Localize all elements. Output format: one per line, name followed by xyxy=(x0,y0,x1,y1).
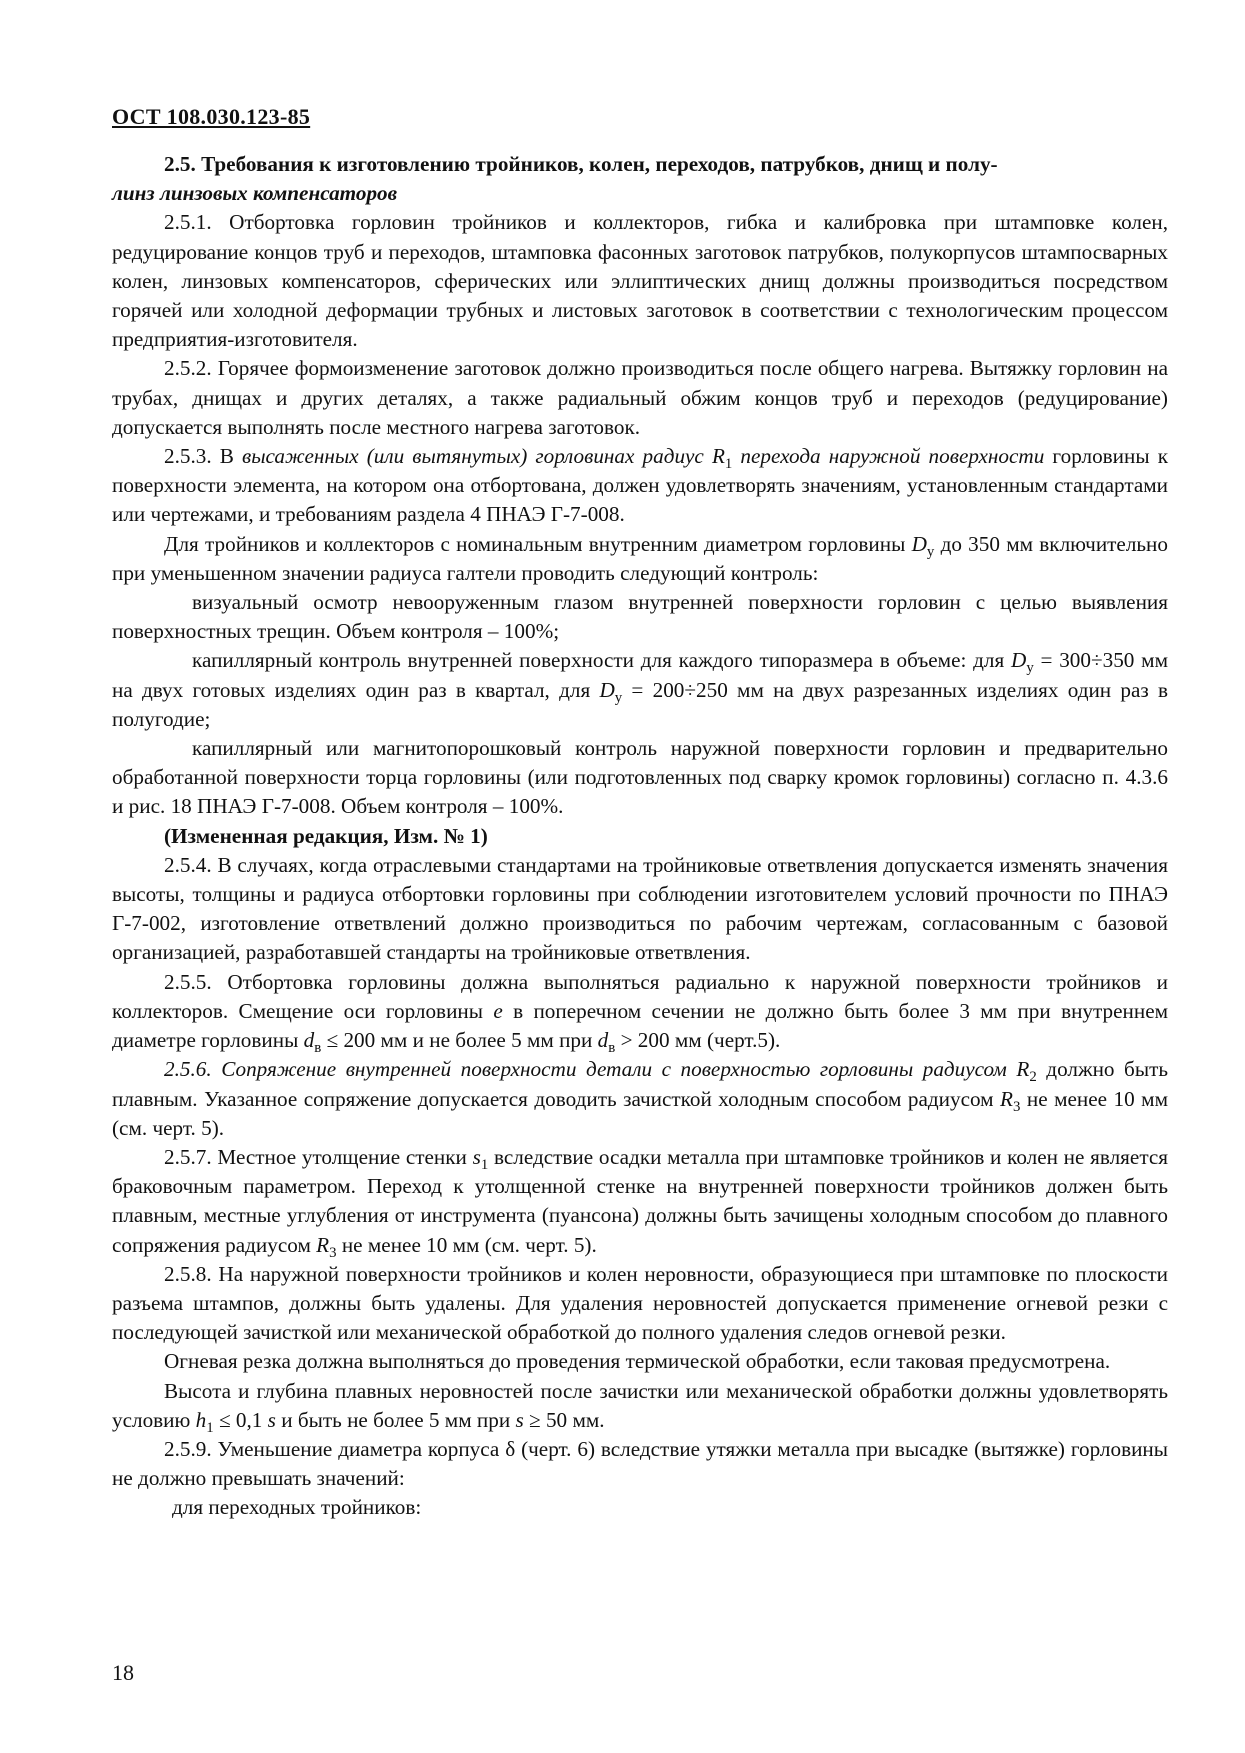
symbol-h1-subscript: 1 xyxy=(206,1419,214,1436)
paragraph-fire-cutting: Огневая резка должна выполняться до проведения термической обработки, если таковая предусмотрена. xyxy=(164,1349,1111,1374)
symbol-r3-subscript: 3 xyxy=(1013,1098,1021,1115)
symbol-dv-subscript: в xyxy=(608,1040,616,1057)
paragraph-capillary-control xyxy=(112,646,1168,734)
paragraph-magnetic-control: капиллярный или магнитопорошковый контроль наружной поверхности горловин и предварительно обработанной поверхности торца горловины (или подготовленных под сварку кромок горловины) согласно п. 4.3.6 и рис. 18 ПНАЭ Г-7-008. Объем контроля – 100%. xyxy=(112,736,1168,819)
paragraph-2-5-1: 2.5.1. Отбортовка горловин тройников и коллекторов, гибка и калибровка при штамповке колен, редуцирование концов труб и переходов, штамповка фасонных заготовок патрубков, полукорпусов штампосварных колен, линзовых компенсаторов, сферических или эллиптических днищ должны производиться посредством горячей или холодной деформации трубных и листовых заготовок в соответствии с технологическим процессом предприятия-изготовителя. xyxy=(112,210,1168,352)
text-span-italic: перехода наружной поверхности xyxy=(732,444,1045,469)
text-span: не менее 10 мм (см. черт. 5). xyxy=(336,1232,597,1257)
text-span: ≤ 0,1 xyxy=(213,1407,268,1432)
symbol-r1: R xyxy=(711,444,725,469)
symbol-r3-subscript: 3 xyxy=(329,1244,337,1261)
paragraph-2-5-8: 2.5.8. На наружной поверхности тройников и колен неровности, образующиеся при штамповке по плоскости разъема штампов, должны быть удалены. Для удаления неровностей допускается применение огневой резки с последующей зачисткой или механической обработкой до полного удаления следов огневой резки. xyxy=(112,1261,1168,1345)
section-title-bold: 2.5. Требования к изготовлению тройников, колен, переходов, патрубков, днищ и полу- xyxy=(164,152,998,176)
paragraph-visual-inspection: визуальный осмотр невооруженным глазом внутренней поверхности горловин с целью выявления поверхностных трещин. Объем контроля – 100%; xyxy=(112,590,1168,644)
text-span: ≤ 200 мм и не более 5 мм при xyxy=(321,1028,598,1053)
paragraph-2-5-7 xyxy=(112,1143,1168,1260)
document-code-header: ОСТ 108.030.123-85 xyxy=(112,104,311,129)
symbol-dv-subscript: в xyxy=(314,1040,322,1057)
text-span: > 200 мм (черт.5). xyxy=(615,1028,781,1053)
text-span-italic: 2.5.6. Сопряжение внутренней поверхности детали с поверхностью горловины радиусом xyxy=(164,1057,1017,1082)
symbol-dy-subscript: у xyxy=(926,543,935,560)
text-span: = 200÷250 мм на двух разрезанных изделиях один раз в полугодие; xyxy=(112,677,1169,731)
text-span: до 350 мм включительно при уменьшенном значении радиуса галтели проводить следующий контроль: xyxy=(112,531,1168,585)
symbol-r3: R xyxy=(316,1232,330,1257)
text-span: капиллярный контроль внутренней поверхности для каждого типоразмера в объеме: для xyxy=(192,648,1011,673)
symbol-dy: D xyxy=(911,531,927,556)
page-number: 18 xyxy=(112,1660,134,1685)
symbol-dv: d xyxy=(303,1028,315,1053)
symbol-s: s xyxy=(267,1407,276,1432)
text-span: Высота и глубина плавных неровностей после зачистки или механической обработки должны удовлетворять условию xyxy=(112,1378,1168,1432)
text-span-italic: высаженных (или вытянутых) горловинах радиус xyxy=(242,444,712,469)
symbol-dy: D xyxy=(1011,648,1027,673)
paragraph-dy-control xyxy=(112,530,1168,588)
paragraph-2-5-9: 2.5.9. Уменьшение диаметра корпуса δ (черт. 6) вследствие утяжки металла при высадке (вытяжке) горловины не должно превышать значений: xyxy=(112,1436,1168,1491)
text-span: 2.5.5. Отбортовка горловины должна выполняться радиально к наружной поверхности тройников и коллекторов. Смещение оси горловины xyxy=(112,969,1168,1023)
paragraph-2-5-6 xyxy=(112,1055,1168,1143)
symbol-dy: D xyxy=(599,677,615,702)
symbol-r2: R xyxy=(1016,1057,1030,1082)
paragraph-2-5-2: 2.5.2. Горячее формоизменение заготовок должно производиться после общего нагрева. Вытяжку горловин на трубах, днищах и других деталях, а также радиальный обжим концов труб и переходов (редуцирование) допускается выполнять после местного нагрева заготовок. xyxy=(112,356,1168,439)
section-title xyxy=(112,150,1168,208)
text-span: горловины к поверхности элемента, на котором она отбортована, должен удовлетворять значениям, установленным стандартами или чертежами, и требованиям раздела 4 ПНАЭ Г-7-008. xyxy=(112,444,1168,527)
paragraph-transition-tees: для переходных тройников: xyxy=(172,1495,422,1520)
revision-note: (Измененная редакция, Изм. № 1) xyxy=(164,823,488,848)
paragraph-2-5-4: 2.5.4. В случаях, когда отраслевыми стандартами на тройниковые ответвления допускается изменять значения высоты, толщины и радиуса отбортовки горловины при соблюдении изготовителем условий прочности по ПНАЭ Г-7-002, изготовление ответвлений должно производиться по рабочим чертежам, согласованным с базовой организацией, разработавшей стандарты на тройниковые ответвления. xyxy=(112,852,1168,965)
symbol-r2-subscript: 2 xyxy=(1029,1069,1037,1086)
symbol-r1-subscript: 1 xyxy=(724,456,733,473)
symbol-dy-subscript: у xyxy=(1026,660,1034,677)
paragraph-2-5-3 xyxy=(112,442,1168,530)
symbol-e: е xyxy=(493,998,503,1023)
text-span: ≥ 50 мм. xyxy=(523,1407,605,1432)
text-span: = 300÷350 мм на двух готовых изделиях один раз в квартал, для xyxy=(112,648,1168,702)
text-span: вследствие осадки металла при штамповке тройников и колен не является браковочным параметром. Переход к утолщенной стенке на внутренней поверхности тройников должен быть плавным, местные углубления от инструмента (пуансона) должны быть зачищены холодным способом до плавного сопряжения радиусом xyxy=(112,1144,1168,1257)
text-span: 2.5.3. В xyxy=(164,444,243,469)
text-span: в поперечном сечении не должно быть более 3 мм при внутреннем диаметре горловины xyxy=(112,998,1169,1053)
document-body xyxy=(112,150,1168,1523)
paragraph-2-5-5 xyxy=(112,968,1168,1056)
text-span: 2.5.7. Местное утолщение стенки xyxy=(164,1144,473,1169)
symbol-h1: h xyxy=(195,1407,207,1432)
symbol-r3: R xyxy=(1000,1086,1013,1111)
paragraph-irregularity-height xyxy=(112,1377,1168,1435)
symbol-s1-subscript: 1 xyxy=(480,1157,489,1174)
symbol-s1: s xyxy=(472,1144,481,1169)
section-title-italic: линз линзовых компенсаторов xyxy=(112,181,398,206)
text-span: не менее 10 мм (см. черт. 5). xyxy=(112,1086,1168,1140)
text-span: должно быть плавным. Указанное сопряжение допускается доводить зачисткой холодным способом радиусом xyxy=(112,1057,1168,1111)
symbol-s: s xyxy=(515,1407,524,1432)
text-span: и быть не более 5 мм при xyxy=(275,1407,516,1432)
symbol-dy-subscript: у xyxy=(614,689,623,706)
symbol-dv: d xyxy=(597,1028,609,1053)
text-span: Для тройников и коллекторов с номинальным внутренним диаметром горловины xyxy=(164,531,912,556)
